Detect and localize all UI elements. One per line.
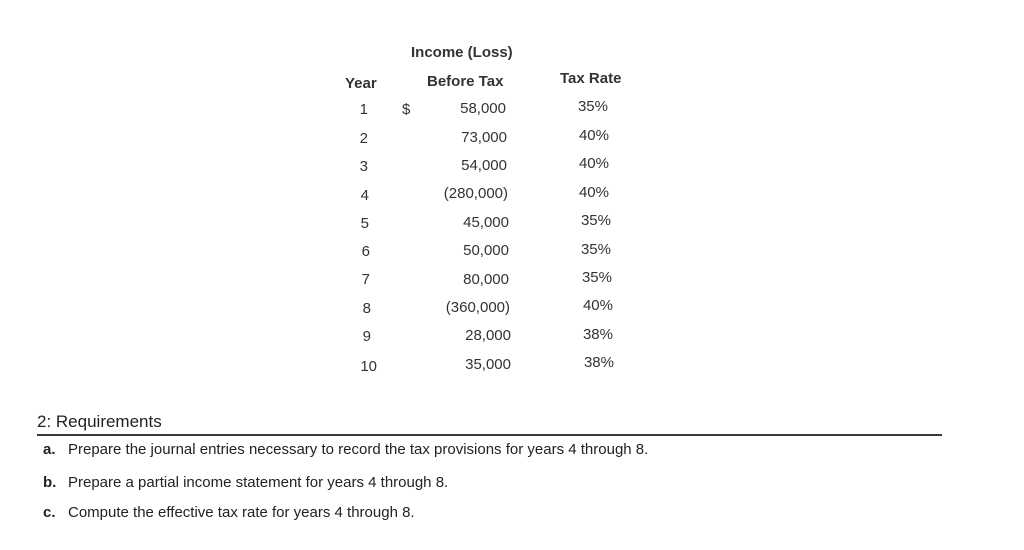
table-row-year: 7: [361, 271, 370, 288]
table-row-income: 58,000: [460, 100, 506, 117]
table-row-rate: 35%: [580, 241, 611, 258]
table-row-year: 10: [360, 358, 377, 375]
requirements-divider: [37, 434, 942, 436]
table-row-income: 73,000: [461, 129, 507, 146]
table-row-rate: 40%: [582, 297, 613, 314]
table-row-year: 1: [359, 101, 368, 118]
requirement-letter: a.: [43, 441, 56, 458]
table-row-income: 80,000: [463, 271, 509, 288]
table-row-income: 45,000: [463, 214, 509, 231]
table-row-rate: 40%: [578, 184, 609, 201]
requirement-item-a: [43, 441, 648, 458]
table-row-rate: 40%: [578, 155, 609, 172]
table-row-rate: 38%: [582, 326, 613, 343]
currency-symbol: $: [402, 101, 411, 118]
table-row-rate: 35%: [577, 98, 608, 115]
requirement-text: Prepare the journal entries necessary to record the tax provisions for years 4 through 8.: [68, 441, 649, 458]
header-income-line1: Income (Loss): [411, 44, 513, 61]
header-income-line2: Before Tax: [427, 73, 504, 90]
table-row-year: 9: [362, 328, 371, 345]
table-row-income: (360,000): [445, 299, 510, 316]
requirement-item-b: [43, 474, 448, 491]
table-row-income: 28,000: [465, 327, 511, 344]
requirements-title: 2: Requirements: [37, 412, 162, 431]
requirement-text: Compute the effective tax rate for years 4 through 8.: [68, 504, 415, 521]
header-year: Year: [345, 75, 377, 92]
table-row-rate: 35%: [580, 212, 611, 229]
table-row-year: 3: [359, 158, 368, 175]
table-row-year: 2: [359, 130, 368, 147]
table-row-year: 5: [360, 215, 369, 232]
table-row-rate: 35%: [581, 269, 612, 286]
requirement-letter: c.: [43, 504, 56, 521]
table-row-rate: 38%: [583, 354, 614, 371]
table-row-income: 50,000: [463, 242, 509, 259]
table-row-year: 4: [360, 187, 369, 204]
table-row-income: 35,000: [465, 356, 511, 373]
requirement-letter: b.: [43, 474, 57, 491]
table-row-rate: 40%: [578, 127, 609, 144]
table-row-income: 54,000: [461, 157, 507, 174]
table-row-year: 6: [361, 243, 370, 260]
table-row-income: (280,000): [443, 185, 508, 202]
requirement-item-c: [43, 504, 415, 521]
requirement-text: Prepare a partial income statement for years 4 through 8.: [68, 474, 449, 491]
table-row-year: 8: [362, 300, 371, 317]
header-tax-rate: Tax Rate: [560, 70, 622, 87]
